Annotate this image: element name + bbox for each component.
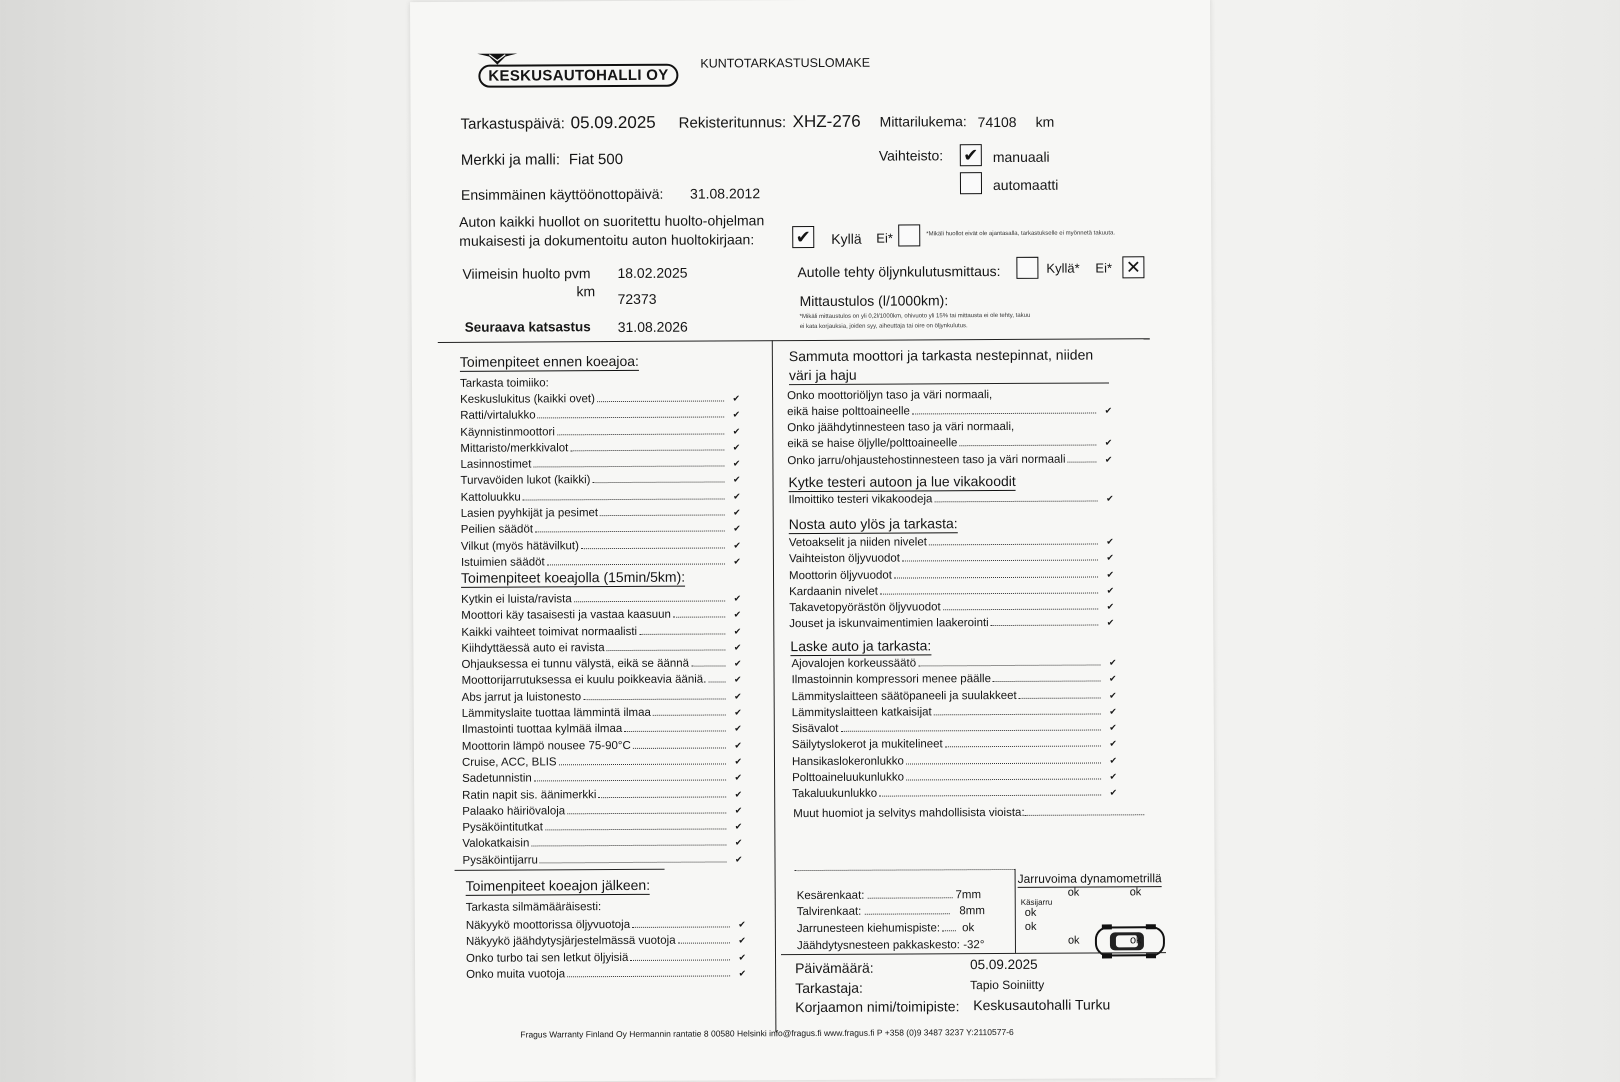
item-label: Näkyykö jäähdytysjärjestelmässä vuotoja (465, 935, 676, 949)
checklist-item (462, 672, 742, 690)
check-mark-icon: ✔ (734, 691, 742, 702)
handbrake-label: Käsijarru (1020, 897, 1053, 907)
oil-test-no-checkbox[interactable]: ✕ (1122, 256, 1144, 278)
leader-dots (691, 666, 725, 667)
item-label: Istuimien säädöt (460, 556, 545, 569)
check-mark-icon: ✔ (1109, 755, 1118, 766)
leader-dots (708, 682, 725, 683)
check-mark-icon: ✔ (1104, 437, 1113, 448)
item-label: Lasinnostimet (460, 458, 532, 472)
item-label: Ilmastointi tuottaa kylmää ilmaa (461, 723, 623, 737)
item-label: Säilytyslokerot ja mukitelineet (791, 738, 943, 752)
checklist-item (787, 402, 1112, 420)
brake-fluid-row: Jarrunesteen kiehumispiste: ok (796, 922, 975, 936)
item-label: Cruise, ACC, BLIS (461, 756, 557, 769)
checklist-item (461, 504, 741, 522)
check-mark-icon: ✔ (733, 658, 742, 669)
during-test-drive-heading: Toimenpiteet koeajolla (15min/5km): (460, 568, 686, 586)
checklist-item (461, 488, 741, 506)
checklist-item (792, 687, 1117, 705)
item-label: Onko muita vuotoja (466, 968, 566, 981)
checklist-item (462, 704, 742, 722)
lower-list (791, 654, 1117, 802)
check-mark-icon: ✔ (1104, 454, 1113, 465)
first-registration-label: Ensimmäinen käyttöönottopäivä: (460, 185, 664, 203)
item-label: Lasien pyyhkijät ja pesimet (460, 507, 599, 520)
checklist-item (789, 550, 1114, 568)
odometer-label: Mittarilukema: (879, 113, 967, 130)
leader-dots (894, 576, 1098, 578)
item-label: Onko jarru/ohjaustehostinnesteen taso ja väri normaali (787, 453, 1066, 467)
handbrake-value-1: ok (1024, 906, 1037, 919)
leader-dots (959, 445, 1096, 447)
item-label: Lämmityslaitteen säätöpaneeli ja suulakkeet (791, 689, 1017, 703)
item-label: Ajovalojen korkeussäätö (791, 657, 917, 671)
odometer-unit: km (1035, 113, 1055, 130)
checklist-item (461, 537, 741, 555)
leader-dots (567, 975, 730, 977)
checklist-item (462, 819, 742, 837)
checklist-item (789, 566, 1114, 584)
leader-dots (600, 515, 725, 517)
check-mark-icon: ✔ (734, 821, 743, 832)
check-mark-icon: ✔ (734, 772, 743, 783)
measurement-note-line2: ei kata korjauksia, joiden syy, aiheuttaja tai oire on öljynkulutus. (799, 323, 968, 331)
checklist-item (789, 582, 1114, 600)
check-mark-icon: ✔ (732, 409, 741, 420)
service-question-line1: Auton kaikki huollot on suoritettu huolto-ohjelman (459, 212, 765, 230)
item-label: Kytkin ei luista/ravista (461, 593, 572, 606)
item-label: Ohjauksessa ei tunnu välystä, eikä se äännä (461, 657, 690, 672)
leader-dots (592, 482, 724, 484)
item-label: Valokatkaisin (462, 837, 530, 851)
tester-heading: Kytke testeri autoon ja lue vikakoodit (788, 472, 1016, 491)
brake-front-left: ok (1067, 886, 1080, 899)
oil-test-yes-checkbox[interactable] (1016, 257, 1038, 279)
date-label: Päivämäärä: (795, 959, 874, 977)
gearbox-automatic-label: automaatti (992, 176, 1059, 194)
item-label: eikä se haise öljylle/polttoaineelle (787, 437, 958, 451)
leader-dots (633, 747, 726, 748)
checklist-item (462, 721, 742, 739)
leader-dots (673, 617, 725, 618)
fluids-heading-line1: Sammuta moottori ja tarkasta nestepinnat, niiden (788, 346, 1094, 365)
check-mark-icon: ✔ (1106, 617, 1115, 628)
leader-dots (523, 498, 725, 500)
last-service-label: Viimeisin huolto pvm (462, 265, 591, 282)
form-title: KUNTOTARKASTUSLOMAKE (700, 55, 871, 71)
date-value: 05.09.2025 (970, 956, 1038, 973)
checklist-item (462, 835, 742, 853)
checklist-item (466, 965, 746, 983)
last-service-km: 72373 (617, 290, 657, 308)
oil-test-yes-label: Kyllä* (1046, 260, 1080, 276)
checklist-item (461, 521, 741, 539)
leader-dots (678, 943, 730, 944)
registration-label: Rekisteritunnus: (678, 114, 787, 132)
during-test-drive-list (461, 590, 742, 869)
before-check-label: Tarkasta toimiiko: (459, 377, 549, 390)
check-mark-icon: ✔ (733, 642, 742, 653)
checklist-item (462, 802, 742, 820)
handbrake-value-2: ok (1024, 920, 1037, 933)
check-mark-icon: ✔ (734, 740, 742, 751)
item-label: Vaihteiston öljyvuodot (788, 552, 900, 566)
coolant-row: Jäähdytysnesteen pakkaskesto: -32° (796, 939, 985, 953)
service-note: *Mikäli huollot eivät ole ajantasalla, tarkastukselle ei myönnetä takuuta. (926, 230, 1116, 238)
item-label: Moottori käy tasaisesti ja vastaa kaasuun (461, 609, 671, 623)
item-label: Ilmastoinnin kompressori menee päälle (791, 673, 992, 687)
item-label: Kaikki vaihteet toimivat normaalisti (461, 625, 638, 639)
leader-dots (557, 433, 724, 435)
checklist-item (792, 768, 1117, 786)
check-mark-icon: ✔ (734, 805, 743, 816)
item-label: Vilkut (myös hätävilkut) (460, 539, 579, 553)
item-label: Kattoluukku (460, 491, 521, 504)
inspector-label: Tarkastaja: (795, 979, 863, 997)
leader-dots (598, 796, 726, 798)
after-test-drive-heading: Toimenpiteet koeajon jälkeen: (465, 876, 651, 894)
check-mark-icon: ✔ (732, 458, 741, 469)
check-mark-icon: ✔ (734, 854, 743, 865)
check-mark-icon: ✔ (1109, 771, 1118, 782)
dyno-box-left-border (1015, 869, 1017, 953)
tester-list (789, 490, 1114, 508)
checklist-item (789, 533, 1114, 551)
checklist-item (461, 607, 741, 625)
service-yes-checkbox[interactable]: ✔ (792, 226, 814, 248)
leader-dots (653, 715, 726, 716)
item-label: Pysäköintijarru (462, 854, 538, 867)
leader-dots (912, 413, 1096, 415)
checklist-item (462, 770, 742, 788)
check-mark-icon: ✔ (1106, 569, 1115, 580)
fluid-question-line: Onko moottoriöljyn taso ja väri normaali, (787, 389, 993, 403)
last-service-date: 18.02.2025 (617, 264, 688, 282)
make-model-value: Fiat 500 (568, 150, 624, 169)
item-label: Vetoakselit ja niiden nivelet (788, 536, 927, 550)
check-mark-icon: ✔ (732, 474, 741, 485)
item-label: Pysäköintitutkat (462, 821, 543, 834)
gearbox-manual-label: manuaali (992, 148, 1050, 166)
item-label: Sadetunnistin (462, 772, 532, 786)
checklist-item (460, 407, 740, 425)
checklist-item (792, 703, 1117, 721)
checklist-item (787, 451, 1112, 469)
leader-dots (902, 560, 1098, 562)
inspection-date-value: 05.09.2025 (570, 112, 656, 133)
item-label: Ratin napit sis. äänimerkki (462, 788, 597, 802)
tyres-separator (795, 869, 1015, 871)
header-divider (438, 338, 1150, 343)
brake-rear-left: ok (1067, 934, 1080, 947)
check-mark-icon: ✔ (732, 425, 741, 437)
item-label: Abs jarrut ja luistonesto (461, 690, 582, 704)
leader-dots (597, 400, 724, 402)
checklist-item (460, 472, 740, 490)
gearbox-manual-checkbox[interactable]: ✔ (960, 144, 982, 166)
oil-test-no-label: Ei* (1095, 260, 1113, 276)
fluids-heading-line2: väri ja haju (788, 366, 857, 384)
after-test-drive-list (466, 916, 746, 983)
leader-dots (531, 845, 726, 847)
leader-dots (639, 633, 725, 634)
item-label: Hansikaslokeronlukko (791, 755, 904, 768)
item-label: Kardaanin nivelet (789, 585, 879, 599)
footer-text: Fragus Warranty Finland Oy Hermannin rantatie 8 00580 Helsinki info@fragus.fi www.fragus.fi P +358 (0)9 3487 3237 Y:2110577-6 (520, 1026, 1014, 1040)
check-mark-icon: ✔ (732, 393, 741, 404)
item-label: Ratti/virtalukko (460, 409, 536, 423)
column-divider (772, 340, 777, 1032)
leader-dots (918, 664, 1100, 666)
item-label: Lämmityslaite tuottaa lämmintä ilmaa (461, 706, 651, 720)
item-label: Lämmityslaitteen katkaisijat (791, 706, 932, 719)
dyno-title: Jarruvoima dynamometrillä (1017, 871, 1162, 886)
measurement-result-label: Mittaustulos (l/1000km): (799, 292, 949, 310)
inspection-date-label: Tarkastuspäivä: (460, 115, 565, 133)
check-mark-icon: ✔ (733, 593, 742, 604)
item-label: Keskuslukitus (kaikki ovet) (460, 393, 595, 406)
leader-dots (559, 763, 726, 765)
item-label: Käynnistinmoottori (460, 425, 555, 439)
check-mark-icon: ✔ (1106, 536, 1114, 547)
check-mark-icon: ✔ (733, 507, 741, 518)
after-check-label: Tarkasta silmämääräisesti: (465, 901, 602, 914)
company-logo: KESKUSAUTOHALLI OY (478, 64, 678, 88)
leader-dots (880, 592, 1098, 594)
other-notes-label: Muut huomiot ja selvitys mahdollisista vioista: (793, 804, 1144, 822)
checklist-item (462, 753, 742, 771)
checklist-item (792, 785, 1117, 803)
odometer-value: 74108 (977, 113, 1017, 131)
item-label: Kiihdyttäessä auto ei ravista (461, 641, 605, 655)
item-label: Moottorijarrutuksessa ei kuulu poikkeavia ääniä. (461, 674, 707, 688)
fluid-question-line: Onko jäähdytinnesteen taso ja väri normaali, (787, 421, 1015, 435)
service-question-line2: mukaisesti ja dokumentoitu auton huoltokirjaan: (459, 231, 755, 249)
inspector-value: Tapio Soiniitty (970, 977, 1045, 993)
check-mark-icon: ✔ (1106, 601, 1115, 612)
checklist-item (462, 851, 742, 869)
last-service-km-label: km (576, 283, 596, 300)
check-mark-icon: ✔ (1104, 405, 1113, 416)
item-label: eikä haise polttoaineelle (787, 405, 910, 419)
check-mark-icon: ✔ (1106, 552, 1114, 563)
gearbox-automatic-checkbox[interactable] (960, 172, 982, 194)
service-no-label: Ei* (876, 230, 893, 246)
winter-tyres-row: Talvirenkaat: 8mm (796, 905, 985, 919)
leader-dots (583, 698, 725, 700)
leader-dots (630, 959, 730, 961)
checklist-item (462, 786, 742, 804)
leader-dots (570, 449, 724, 451)
after-section-divider (455, 869, 665, 871)
checklist-item (789, 490, 1114, 508)
leader-dots (534, 780, 726, 782)
check-mark-icon: ✔ (1109, 706, 1117, 717)
check-mark-icon: ✔ (738, 935, 746, 946)
checklist-item (466, 933, 746, 951)
item-label: Takavetopyörästön öljyvuodot (789, 601, 941, 615)
checklist-item (466, 916, 746, 934)
checklist-item (792, 671, 1117, 689)
leader-dots (547, 563, 725, 565)
item-label: Palaako häiriövaloja (462, 805, 566, 818)
item-label: Takaluukunlukko (792, 788, 878, 801)
checklist-item (461, 590, 741, 608)
checklist-item (460, 390, 740, 408)
checklist-item (462, 688, 742, 706)
before-test-drive-list (460, 390, 741, 571)
workshop-value: Keskusautohalli Turku (973, 996, 1111, 1014)
lift-heading: Nosta auto ylös ja tarkasta: (788, 515, 958, 533)
item-label: Moottorin lämpö nousee 75-90°C (461, 739, 631, 753)
leader-dots (991, 625, 1099, 627)
leader-dots (879, 795, 1101, 797)
leader-dots (632, 926, 730, 928)
inspection-form-paper (410, 0, 1216, 1082)
check-mark-icon: ✔ (1108, 657, 1117, 668)
checklist-item (461, 639, 741, 657)
check-mark-icon: ✔ (734, 707, 742, 718)
check-mark-icon: ✔ (733, 540, 741, 551)
item-label: Jouset ja iskunvaimentimien laakerointi (789, 617, 989, 631)
leader-dots (945, 746, 1101, 748)
leader-dots (624, 731, 726, 733)
check-mark-icon: ✔ (1109, 689, 1117, 701)
item-label: Ilmoittiko testeri vikakoodeja (788, 493, 933, 507)
leader-dots (545, 829, 726, 831)
registration-value: XHZ-276 (792, 111, 861, 132)
item-label: Sisävalot (791, 723, 839, 736)
item-label: Onko turbo tai sen letkut öljyisiä (465, 951, 629, 965)
leader-dots (1067, 461, 1096, 462)
leader-dots (540, 861, 727, 863)
next-inspection-value: 31.08.2026 (617, 318, 688, 336)
checklist-item (460, 439, 740, 457)
summer-tyres-row: Kesärenkaat: 7mm (796, 889, 982, 903)
leader-dots (535, 531, 725, 533)
item-label: Moottorin öljyvuodot (788, 569, 892, 582)
checklist-item (461, 623, 741, 641)
leader-dots (934, 501, 1097, 503)
checklist-item (792, 720, 1117, 738)
checklist-item (792, 752, 1117, 770)
check-mark-icon: ✔ (1108, 673, 1117, 684)
service-yes-label: Kyllä (831, 230, 862, 247)
leader-dots (934, 713, 1101, 715)
lower-heading: Laske auto ja tarkasta: (790, 637, 932, 655)
check-mark-icon: ✔ (733, 523, 741, 534)
leader-dots (906, 762, 1101, 764)
check-mark-icon: ✔ (733, 625, 742, 637)
check-mark-icon: ✔ (1109, 722, 1117, 733)
oil-test-label: Autolle tehty öljynkulutusmittaus: (797, 263, 1001, 281)
leader-dots (1019, 697, 1101, 698)
checklist-item (460, 423, 740, 441)
checklist-item (787, 435, 1112, 453)
check-mark-icon: ✔ (1109, 787, 1118, 798)
next-inspection-label: Seuraava katsastus (464, 319, 591, 335)
service-no-checkbox[interactable] (898, 224, 920, 246)
item-label: Polttoaineluukunlukko (792, 771, 904, 785)
leader-dots (581, 547, 725, 549)
check-mark-icon: ✔ (733, 609, 742, 620)
fluids-list (787, 386, 1112, 469)
check-mark-icon: ✔ (733, 556, 741, 567)
check-mark-icon: ✔ (734, 723, 742, 734)
check-mark-icon: ✔ (734, 756, 743, 767)
item-label: Mittaristo/merkkivalot (460, 442, 569, 455)
checklist-item (789, 615, 1114, 633)
check-mark-icon: ✔ (733, 491, 741, 502)
checklist-item (791, 654, 1116, 672)
checklist-item (462, 737, 742, 755)
leader-dots (574, 600, 725, 602)
fluids-heading-underline (789, 382, 1109, 385)
checklist-item (461, 656, 741, 674)
check-mark-icon: ✔ (738, 951, 747, 962)
checklist-item (792, 736, 1117, 754)
lift-list (789, 533, 1115, 632)
item-label: Näkyykö moottorissa öljyvuotoja (465, 918, 631, 932)
before-test-drive-heading: Toimenpiteet ennen koeajoa: (459, 352, 639, 370)
brake-rear-right: ok (1129, 934, 1142, 947)
leader-dots (841, 730, 1101, 732)
check-mark-icon: ✔ (734, 788, 743, 799)
leader-dots (607, 649, 726, 651)
check-mark-icon: ✔ (738, 919, 746, 930)
check-mark-icon: ✔ (738, 968, 747, 979)
leader-dots (993, 681, 1101, 683)
gearbox-label: Vaihteisto: (878, 147, 944, 164)
measurement-note-line1: *Mikäli mittaustulos on yli 0,2l/1000km, ohivuoto yli 15% tai mittausta ei ole tehty, takuu (799, 312, 1031, 321)
check-mark-icon: ✔ (1109, 738, 1117, 749)
checklist-item (460, 456, 740, 474)
item-label: Peilien säädöt (460, 523, 534, 537)
check-mark-icon: ✔ (1106, 493, 1114, 504)
check-mark-icon: ✔ (733, 674, 742, 685)
leader-dots (567, 812, 726, 814)
item-label: Turvavöiden lukot (kaikki) (460, 474, 591, 488)
make-model-label: Merkki ja malli: (460, 151, 561, 169)
leader-dots (538, 417, 725, 419)
leader-dots (943, 609, 1098, 611)
check-mark-icon: ✔ (732, 442, 741, 453)
check-mark-icon: ✔ (1106, 585, 1115, 596)
checklist-item (466, 949, 746, 967)
leader-dots (929, 544, 1098, 546)
check-mark-icon: ✔ (734, 837, 743, 848)
leader-dots (533, 466, 724, 468)
leader-dots (906, 779, 1101, 781)
checklist-item (789, 599, 1114, 617)
brake-front-right: ok (1129, 886, 1142, 899)
first-registration-value: 31.08.2012 (689, 185, 761, 202)
workshop-label: Korjaamon nimi/toimipiste: (795, 998, 960, 1016)
